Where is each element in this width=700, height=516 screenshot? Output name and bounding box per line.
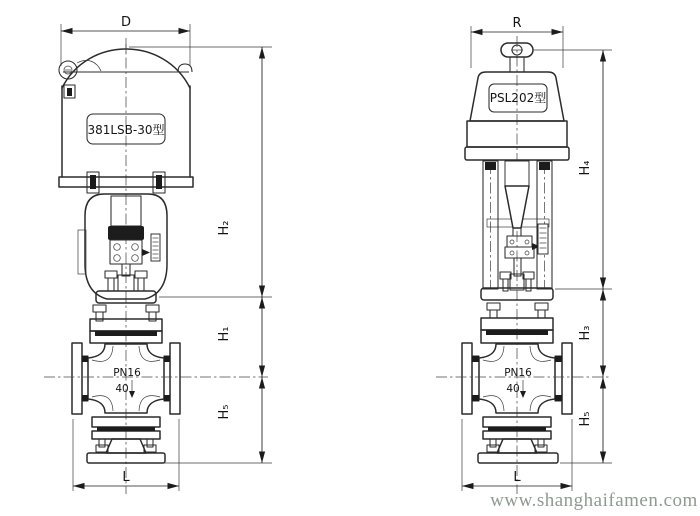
left-pn-rating-label: PN16	[113, 367, 141, 379]
dim-label-H5-right: H₅	[578, 411, 593, 427]
dim-label-L-right: L	[513, 470, 521, 485]
dim-label-R: R	[512, 16, 522, 31]
dim-label-H3: H₃	[578, 325, 593, 341]
left-actuator-model-label: 381LSB-30型	[87, 123, 165, 137]
dim-label-H4: H₄	[578, 160, 593, 176]
right-actuator-model-label: PSL202型	[489, 91, 547, 105]
dim-label-H5-left: H₅	[217, 404, 232, 420]
dim-label-L-left: L	[122, 470, 130, 485]
left-dn-size-label: 40	[115, 383, 129, 395]
dim-label-H2: H₂	[217, 220, 232, 236]
right-pn-rating-label: PN16	[504, 367, 532, 379]
right-stroke-scale	[538, 224, 548, 254]
dim-label-D: D	[120, 15, 132, 30]
dim-label-H1: H₁	[217, 326, 232, 342]
right-dn-size-label: 40	[506, 383, 520, 395]
website-watermark: www.shanghaifamen.com	[490, 490, 698, 511]
